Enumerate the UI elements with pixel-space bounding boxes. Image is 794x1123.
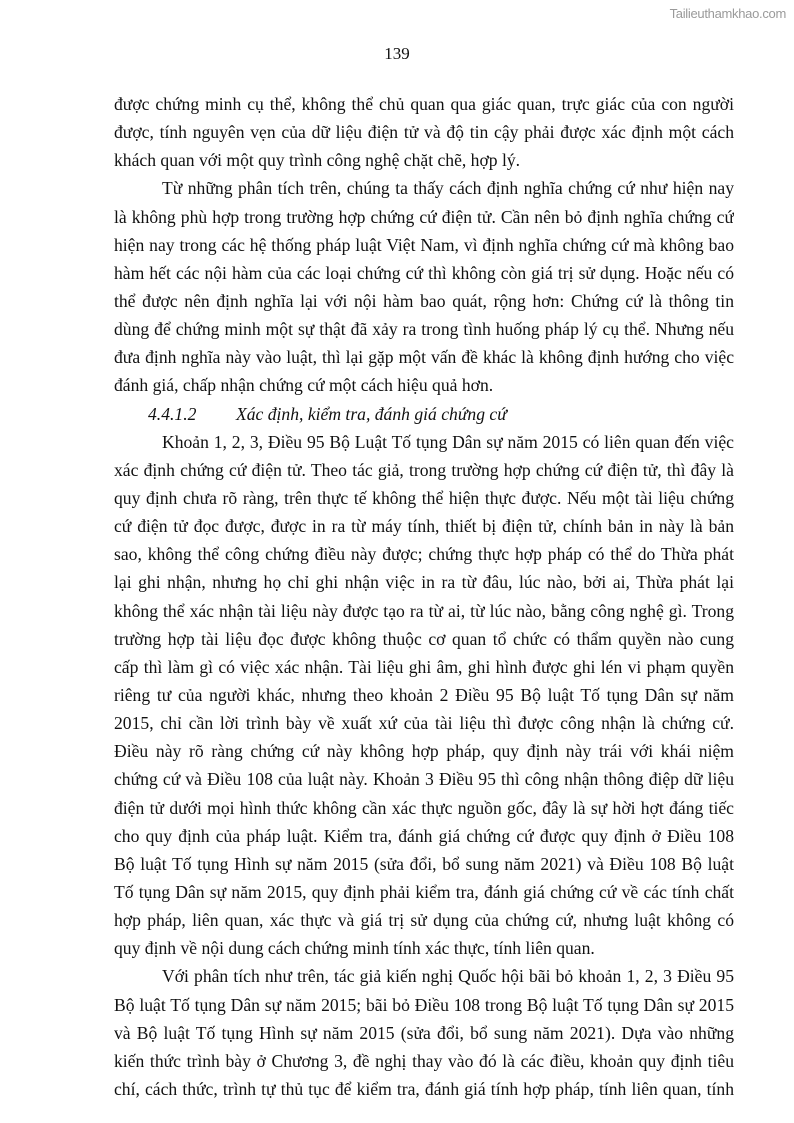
text-line: hợp pháp, liên quan, xác thực và giá trị sử dụng của chứng cứ, nhưng luật không có bbox=[114, 910, 734, 931]
section-number: 4.4.1.2 bbox=[148, 403, 197, 424]
text-line: dùng để chứng minh một sự thật đã xảy ra trong tình huống pháp lý cụ thể. Nhưng nếu bbox=[114, 319, 734, 340]
text-line: Tố tụng Dân sự năm 2015, quy định phải kiểm tra, đánh giá chứng cứ về các tính chất bbox=[114, 881, 734, 902]
text-line: điện tử dưới mọi hình thức không cần xác thực nguồn gốc, đây là sự hời hợt đáng tiếc bbox=[114, 797, 734, 818]
text-line: riêng tư của người khác, nhưng theo khoản 2 Điều 95 Bộ luật Tố tụng Dân sự năm bbox=[114, 684, 734, 705]
text-line: cấp thì làm gì có việc xác nhận. Tài liệu ghi âm, ghi hình được ghi lén vi phạm quyền bbox=[114, 656, 734, 677]
text-line: thể được nên định nghĩa lại với nội hàm bao quát, rộng hơn: Chứng cứ là thông tin bbox=[114, 290, 734, 311]
text-line: cho quy định của pháp luật. Kiểm tra, đánh giá chứng cứ được quy định ở Điều 108 bbox=[114, 825, 734, 846]
paragraph bbox=[114, 962, 734, 1103]
section-title: Xác định, kiểm tra, đánh giá chứng cứ bbox=[236, 403, 507, 424]
text-line: được, tính nguyên vẹn của dữ liệu điện tử và độ tin cậy phải được xác định một cách bbox=[114, 122, 734, 143]
text-line: đưa định nghĩa này vào luật, thì lại gặp một vấn đề khác là không định hướng cho việc bbox=[114, 347, 734, 368]
text-line: 2015, chỉ cần lời trình bày về xuất xứ của tài liệu thì được công nhận là chứng cứ. bbox=[114, 713, 734, 734]
text-line: hiện nay trong các hệ thống pháp luật Việt Nam, vì định nghĩa chứng cứ mà không bao bbox=[114, 234, 734, 255]
text-line: Từ những phân tích trên, chúng ta thấy cách định nghĩa chứng cứ như hiện nay bbox=[162, 178, 734, 199]
paragraph bbox=[114, 90, 734, 174]
text-line: được chứng minh cụ thể, không thể chủ quan qua giác quan, trực giác của con người bbox=[114, 94, 734, 114]
text-line: Khoản 1, 2, 3, Điều 95 Bộ Luật Tố tụng Dân sự năm 2015 có liên quan đến việc bbox=[162, 431, 734, 452]
text-line: hàm hết các nội hàm của các loại chứng cứ thì không còn giá trị sử dụng. Hoặc nếu có bbox=[114, 262, 734, 283]
paragraph bbox=[114, 428, 734, 963]
text-line: trường hợp tài liệu đọc được không thuộc cơ quan tổ chức có thẩm quyền nào cung bbox=[114, 628, 734, 649]
text-line: cứ điện tử đọc được, được in ra từ máy tính, thiết bị điện tử, chính bản in này là bản bbox=[114, 516, 734, 537]
text-line: Điều này rõ ràng chứng cứ này không hợp pháp, quy định này trái với khái niệm bbox=[114, 741, 734, 762]
text-line: sao, không thể công chứng điều này được; chứng thực hợp pháp có thể do Thừa phát bbox=[114, 544, 734, 565]
text-line: không thể xác nhận tài liệu này được tạo ra từ ai, từ lúc nào, bằng công nghệ gì. Trong bbox=[114, 600, 734, 621]
text-line: và Bộ luật Tố tụng Hình sự năm 2015 (sửa đổi, bổ sung năm 2021). Dựa vào những bbox=[114, 1022, 734, 1043]
text-line: là không phù hợp trong trường hợp chứng cứ điện tử. Cần nên bỏ định nghĩa chứng cứ bbox=[114, 206, 734, 227]
watermark: Tailieuthamkhao.com bbox=[669, 6, 786, 21]
text-line: Bộ luật Tố tụng Hình sự năm 2015 (sửa đổi, bổ sung năm 2021) và Điều 108 Bộ luật bbox=[114, 853, 734, 874]
document-body bbox=[114, 90, 734, 1103]
text-line: quy định chưa rõ ràng, trên thực tế không thể hiện thực được. Nếu một tài liệu chứng bbox=[114, 487, 734, 508]
text-line: đánh giá, chấp nhận chứng cứ một cách hiệu quả hơn. bbox=[114, 375, 494, 396]
page-number: 139 bbox=[384, 44, 410, 63]
text-line: xác định chứng cứ điện tử. Theo tác giả, trong trường hợp chứng cứ điện tử, thì đây là bbox=[114, 459, 734, 480]
section-heading bbox=[114, 400, 734, 428]
text-line: quy định về nội dung cách chứng minh tính xác thực, tính liên quan. bbox=[114, 938, 595, 959]
text-line: kiến thức trình bày ở Chương 3, đề nghị thay vào đó là các điều, khoản quy định tiêu bbox=[114, 1050, 734, 1071]
text-line: lại ghi nhận, nhưng họ chỉ ghi nhận việc in ra từ đâu, lúc nào, bởi ai, Thừa phát lại bbox=[114, 572, 734, 593]
text-line: khách quan với một quy trình công nghệ chặt chẽ, hợp lý. bbox=[114, 150, 521, 171]
text-line: Bộ luật Tố tụng Dân sự năm 2015; bãi bỏ Điều 108 trong Bộ luật Tố tụng Dân sự 2015 bbox=[114, 994, 734, 1015]
paragraph bbox=[114, 174, 734, 399]
text-line: Với phân tích như trên, tác giả kiến nghị Quốc hội bãi bỏ khoản 1, 2, 3 Điều 95 bbox=[162, 966, 734, 987]
text-line: chí, cách thức, trình tự thủ tục để kiểm tra, đánh giá tính hợp pháp, tính liên quan, tính bbox=[114, 1078, 734, 1099]
text-line: chứng cứ và Điều 108 của luật này. Khoản 3 Điều 95 thì công nhận thông điệp dữ liệu bbox=[114, 769, 734, 790]
